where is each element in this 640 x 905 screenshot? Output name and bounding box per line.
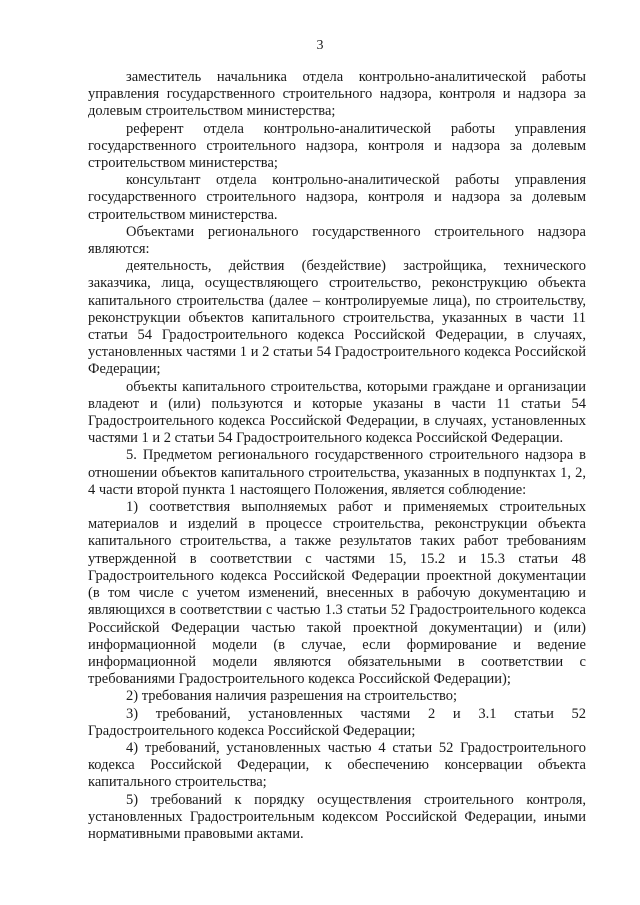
paragraph: 1) соответствия выполняемых работ и применяемых строительных материалов и изделий в процессе строительства, реконструкции объекта капитального строительства, а также результатов таких работ требованиям утвержденной в соответствии с частями 15, 15.2 и 15.3 статьи 48 Градостроительного кодекса Российской Федерации проектной документации (в том числе с учетом изменений, внесенных в рабочую документацию и являющихся в соответствии с частью 1.3 статьи 52 Градостроительного кодекса Российской Федерации частью такой проектной документации) и (или) информационной модели (в случае, если формирование и ведение информационной модели являются обязательными в соответствии с требованиями Градостроительного кодекса Российской Федерации);: [88, 499, 586, 688]
paragraph: Объектами регионального государственного строительного надзора являются:: [88, 223, 586, 258]
paragraph: заместитель начальника отдела контрольно-аналитической работы управления государственного строительного надзора, контроля и надзора за долевым строительством министерства;: [88, 69, 586, 120]
paragraph: 2) требования наличия разрешения на строительство;: [126, 688, 458, 705]
paragraph: консультант отдела контрольно-аналитической работы управления государственного строительного надзора, контроля и надзора за долевым строительством министерства.: [88, 172, 586, 223]
page-number: 3: [316, 38, 324, 53]
paragraph: 3) требований, установленных частями 2 и 3.1 статьи 52 Градостроительного кодекса Российской Федерации;: [88, 705, 586, 739]
paragraph: объекты капитального строительства, которыми граждане и организации владеют и (или) пользуются и которые указаны в части 11 статьи 54 Градостроительного кодекса Российской Федерации, в случаях, установленных частями 1 и 2 статьи 54 Градостроительного кодекса Российской Федерации.: [88, 378, 586, 447]
paragraph: референт отдела контрольно-аналитической работы управления государственного строительного надзора, контроля и надзора за долевым строительством министерства;: [88, 120, 586, 172]
paragraph: 5) требований к порядку осуществления строительного контроля, установленных Градостроительным кодексом Российской Федерации, иными нормативными правовыми актами.: [88, 791, 586, 842]
document-body: [88, 69, 586, 843]
paragraph: 4) требований, установленных частью 4 статьи 52 Градостроительного кодекса Российской Федерации, к обеспечению консервации объекта капитального строительства;: [88, 739, 586, 791]
paragraph: 5. Предметом регионального государственного строительного надзора в отношении объектов капитального строительства, указанных в подпунктах 1, 2, 4 части второй пункта 1 настоящего Положения, является соблюдение:: [88, 447, 586, 498]
paragraph: деятельность, действия (бездействие) застройщика, технического заказчика, лица, осуществляющего строительство, реконструкцию объекта капитального строительства (далее – контролируемые лица), по строительству, реконструкции объектов капитального строительства, указанных в части 11 статьи 54 Градостроительного кодекса Российской Федерации, в случаях, установленных частями 1 и 2 статьи 54 Градостроительного кодекса Российской Федерации;: [88, 258, 586, 378]
